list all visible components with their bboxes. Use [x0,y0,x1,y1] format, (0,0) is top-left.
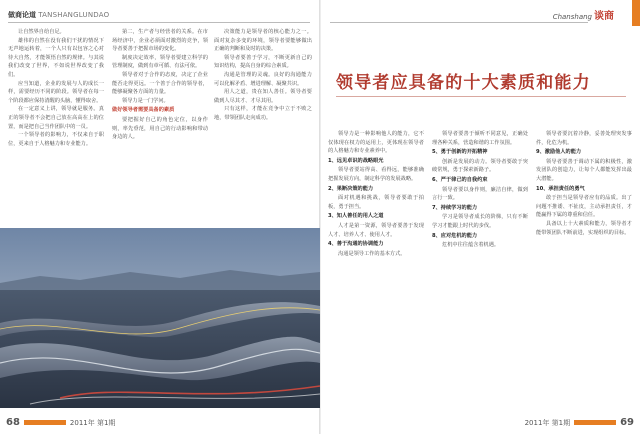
subheading: 8、应对危机的能力 [432,232,478,239]
paragraph: 具备以上十大素质和能力，领导者才能带领团队不断前进，实现组织的目标。 [536,220,632,236]
paragraph: 领导者要以身作则，廉洁自律，做到言行一致。 [432,186,528,202]
right-issue-label: 2011年 第1期 [524,418,571,427]
paragraph: 领导力是一门学问。 [122,97,169,104]
subheading: 做好领导者需要具备的素质 [112,107,175,114]
paragraph: 沟通是管理的灵魂。良好的沟通能力可以化解矛盾、增进理解、凝聚共识。 [214,71,312,87]
paragraph: 面对机遇和挑战，领导者要敢于拍板，勇于担当。 [328,195,424,210]
paragraph: 学习是领导者成长的阶梯，只有不断学习才能跟上时代的步伐。 [432,214,528,229]
right-column-3 [536,130,632,400]
paragraph: 在一定意义上讲，领导就是服务。真正的领导者不会把自己放在高高在上的位置，而是把自己当作团队中的一员。 [8,106,104,130]
subheading: 2、果断决策的能力 [328,185,374,192]
section-tag-en: TANSHANGLUNDAO [38,11,110,19]
paragraph: 沟通是领导工作的基本方式。 [338,250,406,257]
paragraph: 只有这样，才能在竞争中立于不败之地，带领团队走向成功。 [214,106,312,121]
paragraph: 领导力是一种影响他人的能力，它不仅体现在权力的运用上，更体现在领导者的人格魅力和专业素养中。 [328,131,424,155]
road-landscape-image [0,228,320,408]
left-page-number: 68 [6,417,20,428]
paragraph: 决策能力是领导者的核心能力之一。面对复杂多变的环境，领导者要能够做出正确的判断和及时的决策。 [214,29,312,53]
header-rule-left [8,22,310,23]
corner-accent-bar [632,0,640,26]
paragraph: 让自然界自给自足。 [18,29,65,35]
paragraph: 领导者要善于倾听不同意见，正确处理各种关系，营造和谐的工作氛围。 [432,131,528,146]
paragraph: 领导者要沉着冷静，妥善处理突发事件，化危为机。 [536,131,632,146]
road-photo [0,228,320,408]
left-page-header [8,10,109,20]
header-rule-right [330,22,588,23]
right-page-number: 69 [620,417,634,428]
subheading: 7、持续学习的能力 [432,204,478,211]
subheading: 10、承担责任的勇气 [536,185,585,192]
paragraph: 一个领导者的影响力，不仅来自于职位，更来自于人格魅力和专业能力。 [8,132,104,147]
section-tag: 做商论道 [8,11,36,19]
left-issue-label: 2011年 第1期 [69,418,116,427]
left-column-2 [112,28,208,224]
subheading: 5、勇于创新的开拓精神 [432,149,488,156]
subheading: 1、远见卓识的战略眼光 [328,157,384,164]
paragraph: 要把握好自己的角色定位，以身作则，率先垂范，用自己的行动影响和带动身边的人。 [112,116,208,141]
paragraph: 领导者要站得高、看得远，能够准确把握发展方向，制定科学的发展战略。 [328,167,424,182]
article-title: 领导者应具备的十大素质和能力 [336,73,591,93]
left-page-footer [6,417,115,428]
footer-accent-bar [24,420,66,425]
right-page-footer [525,417,634,428]
paragraph: 雄伟的自然在没有我们干扰的情况下无声地运转着，一个人只有以包容之心对待大自然，才能领悟自然的规律。与其说我们改变了世界，不如说世界改变了我们。 [8,37,104,78]
right-page-header [553,7,614,22]
paragraph: 制度决定效率，领导者要建立科学的管理制度，做到有章可循、有法可依。 [112,54,208,70]
paragraph: 敢于担当是领导者应有的品质。出了问题不推诿、不扯皮，主动承担责任，才能赢得下属的尊重和信任。 [536,195,632,219]
paragraph: 创新是发展的动力。领导者要敢于突破常规，勇于探索新路子。 [432,158,528,174]
subheading: 6、严于律己的自我约束 [432,176,488,183]
magazine-name-cn: 谈商 [594,11,614,22]
right-column-1 [328,130,424,400]
left-column-3 [214,28,312,224]
paragraph: 领导者对于合作的态度，决定了企业能否走得更远。一个善于合作的领导者，能够凝聚各方面的力量。 [112,71,208,96]
paragraph: 危机中往往蕴含着机遇。 [442,242,500,249]
subheading: 3、知人善任的用人之道 [328,213,384,220]
subheading: 9、激励他人的能力 [536,149,582,156]
paragraph: 人才是第一资源，领导者要善于发现人才、培养人才、使用人才。 [328,222,424,238]
paragraph: 领导者要善于调动下属的积极性，激发团队的创造力，让每个人都能发挥出最大潜能。 [536,158,632,182]
magazine-name-en: Chanshang [552,13,592,21]
right-column-2 [432,130,528,400]
left-column-1 [8,28,104,224]
title-rule [336,96,626,97]
subheading: 4、善于沟通的协调能力 [328,241,384,248]
footer-accent-bar [574,420,616,425]
paragraph: 应当知道，企业的发展与人的成长一样，需要经历不同的阶段。领导者在每一个阶段都应保持清醒的头脑，懂得取舍。 [8,80,104,104]
paragraph: 第二，生产者与经营者的关系。在市场经济中，企业必须面对激烈的竞争，领导者要善于把握市场的变化。 [112,29,208,53]
paragraph: 用人之道，贵在知人善任。领导者要做到人尽其才、才尽其用。 [214,89,312,104]
paragraph: 领导者要善于学习，不断更新自己的知识结构，提高自身的综合素质。 [214,54,312,70]
